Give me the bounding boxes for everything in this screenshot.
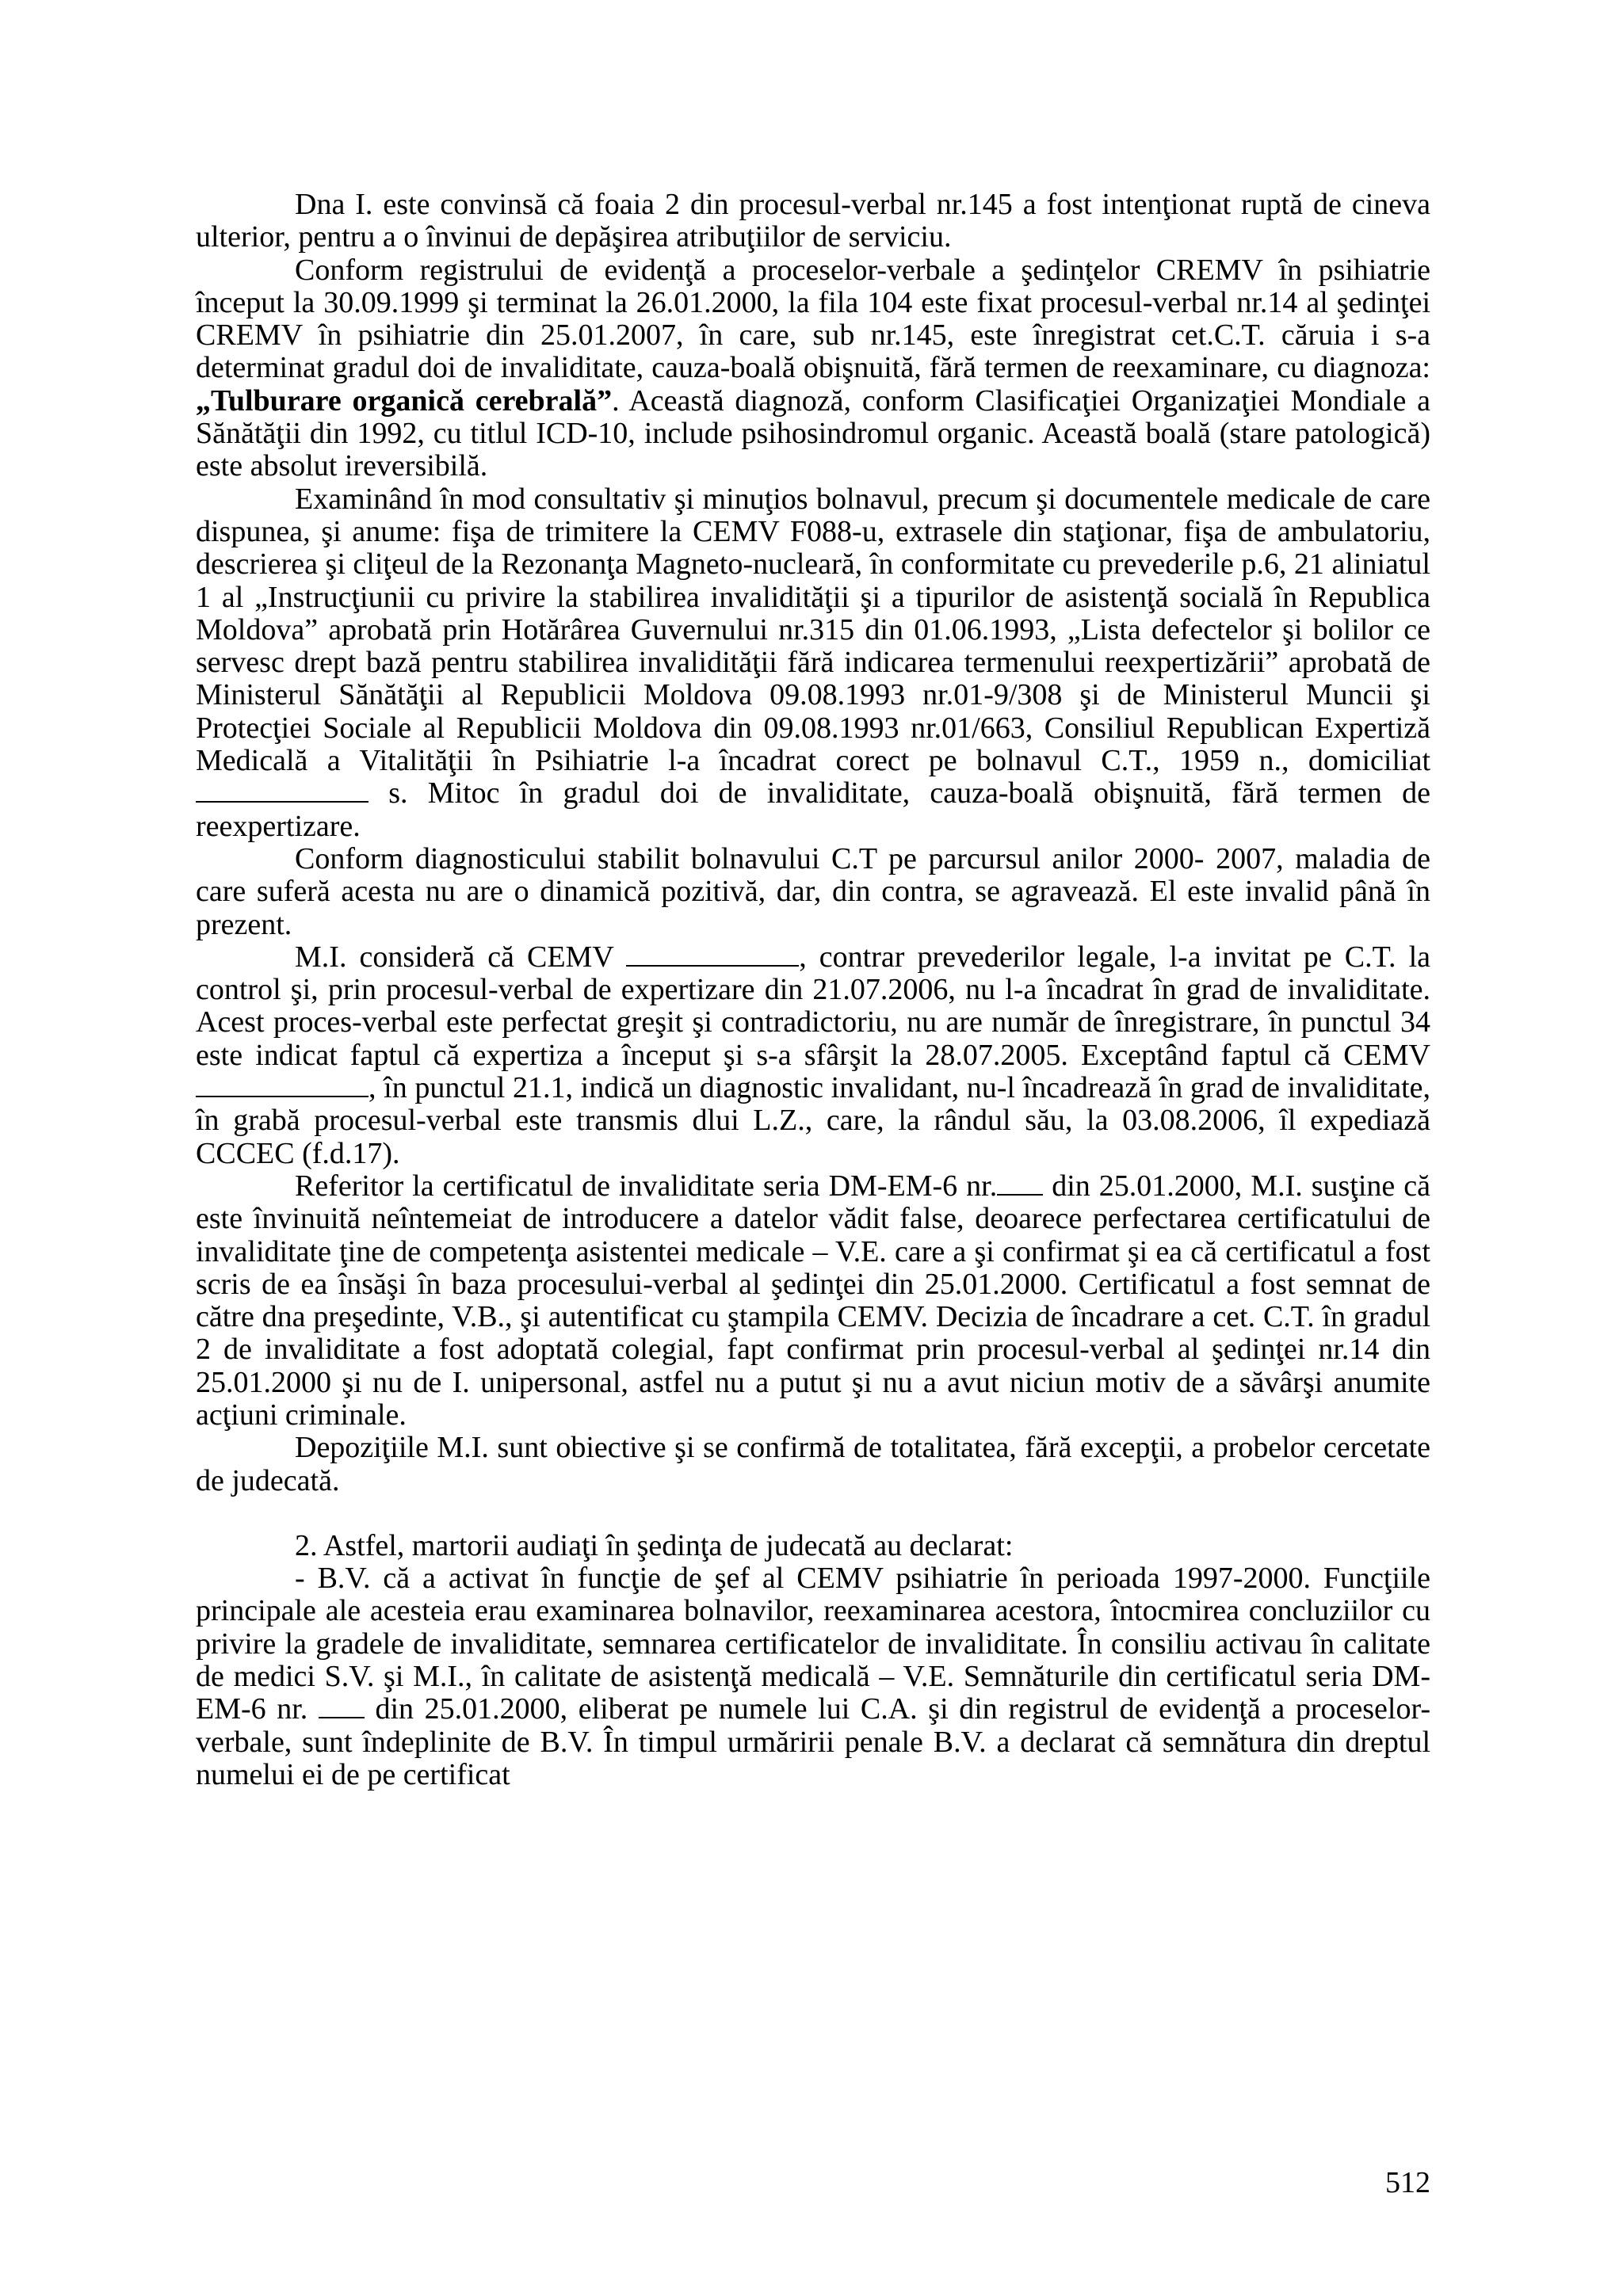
paragraph-7: Depoziţiile M.I. sunt obiective şi se confirmă de totalitatea, fără excepţii, a probelor cercetate de judecată. xyxy=(196,1431,1430,1497)
document-body xyxy=(196,189,1430,1791)
paragraph-6: Referitor la certificatul de invaliditate seria DM-EM-6 nr. din 25.01.2000, M.I. susţine că este învinuită neîntemeiat de introducere a datelor vădit false, deoarece perfectarea certificatului de invaliditate ţine de competenţa asistentei medicale – V.E. care a şi confirmat şi ea că certificatul a fost scris de ea însăşi în baza procesului-verbal al şedinţei din 25.01.2000. Certificatul a fost semnat de către dna preşedinte, V.B., şi autentificat cu ştampila CEMV. Decizia de încadrare a cet. C.T. în gradul 2 de invaliditate a fost adoptată colegial, fapt confirmat prin procesul-verbal al şedinţei nr.14 din 25.01.2000 şi nu de I. unipersonal, astfel nu a putut şi nu a avut niciun motiv de a săvârşi anumite acţiuni criminale. xyxy=(196,1169,1431,1432)
redacted-blank xyxy=(196,777,369,803)
page-number: 512 xyxy=(1385,2166,1430,2199)
paragraph-1: Dna I. este convinsă că foaia 2 din procesul-verbal nr.145 a fost intenţionat ruptă de cineva ulterior, pentru a o învinui de depăşirea atribuţiilor de serviciu. xyxy=(196,188,1430,254)
paragraph-5: M.I. consideră că CEMV , contrar prevederilor legale, l-a invitat pe C.T. la control şi, prin procesul-verbal de expertizare din 21.07.2006, nu l-a încadrat în grad de invaliditate. Acest proces-verbal este perfectat greşit şi contradictoriu, nu are număr de înregistrare, în punctul 34 este indicat faptul că expertiza a început şi s-a sfârşit la 28.07.2005. Exceptând faptul că CEMV , în punctul 21.1, indică un diagnostic invalidant, nu-l încadrează în grad de invaliditate, în grabă procesul-verbal este transmis dlui L.Z., care, la rândul său, la 03.08.2006, îl expediază CCCEC (f.d.17). xyxy=(196,940,1430,1170)
paragraph-8: 2. Astfel, martorii audiaţi în şedinţa de judecată au declarat: xyxy=(295,1528,1014,1562)
redacted-blank xyxy=(196,1072,369,1097)
paragraph-9: - B.V. că a activat în funcţie de şef al CEMV psihiatrie în perioada 1997-2000. Funcţiile principale ale acesteia erau examinarea bolnavilor, reexaminarea acestora, întocmirea concluziilor cu privire la gradele de invaliditate, semnarea certificatelor de invaliditate. În consiliu activau în calitate de medici S.V. şi M.I., în calitate de asistenţă medicală – V.E. Semnăturile din certificatul seria DM-EM-6 nr. din 25.01.2000, eliberat pe numele lui C.A. şi din registrul de evidenţă a proceselor-verbale, sunt îndeplinite de B.V. În timpul urmăririi penale B.V. a declarat că semnătura din dreptul numelui ei de pe certificat xyxy=(196,1562,1430,1791)
paragraph-2: Conform registrului de evidenţă a proceselor-verbale a şedinţelor CREMV în psihiatrie început la 30.09.1999 şi terminat la 26.01.2000, la fila 104 este fixat procesul-verbal nr.14 al şedinţei CREMV în psihiatrie din 25.01.2007, în care, sub nr.145, este înregistrat cet.C.T. căruia i s-a determinat gradul doi de invaliditate, cauza-boală obişnuită, fără termen de reexaminare, cu diagnoza: „Tulburare organică cerebrală”. Această diagnoză, conform Clasificaţiei Organizaţiei Mondiale a Sănătăţii din 1992, cu titlul ICD-10, include psihosindromul organic. Această boală (stare patologică) este absolut ireversibilă. xyxy=(196,253,1430,483)
paragraph-4: Conform diagnosticului stabilit bolnavului C.T pe parcursul anilor 2000- 2007, maladia de care suferă acesta nu are o dinamică pozitivă, dar, din contra, se agravează. El este invalid până în prezent. xyxy=(196,841,1430,941)
redacted-blank xyxy=(319,1693,365,1718)
redacted-blank xyxy=(997,1170,1043,1196)
redacted-blank xyxy=(626,941,799,967)
paragraph-3: Examinând în mod consultativ şi minuţios bolnavul, precum şi documentele medicale de care dispunea, şi anume: fişa de trimitere la CEMV F088-u, extrasele din staţionar, fişa de ambulatoriu, descrierea şi cliţeul de la Rezonanţa Magneto-nucleară, în conformitate cu prevederile p.6, 21 aliniatul 1 al „Instrucţiunii cu privire la stabilirea invalidităţii şi a tipurilor de asistenţă socială în Republica Moldova” aprobată prin Hotărârea Guvernului nr.315 din 01.06.1993, „Lista defectelor şi bolilor ce servesc drept bază pentru stabilirea invalidităţii fără indicarea termenului reexpertizării” aprobată de Ministerul Sănătăţii al Republicii Moldova 09.08.1993 nr.01-9/308 şi de Ministerul Muncii şi Protecţiei Sociale al Republicii Moldova din 09.08.1993 nr.01/663, Consiliul Republican Expertiză Medicală a Vitalităţii în Psihiatrie l-a încadrat corect pe bolnavul C.T., 1959 n., domiciliat s. Mitoc în gradul doi de invaliditate, cauza-boală obişnuită, fără termen de reexpertizare. xyxy=(196,482,1430,843)
diagnosis-bold: „Tulburare organică cerebrală” xyxy=(196,383,613,418)
